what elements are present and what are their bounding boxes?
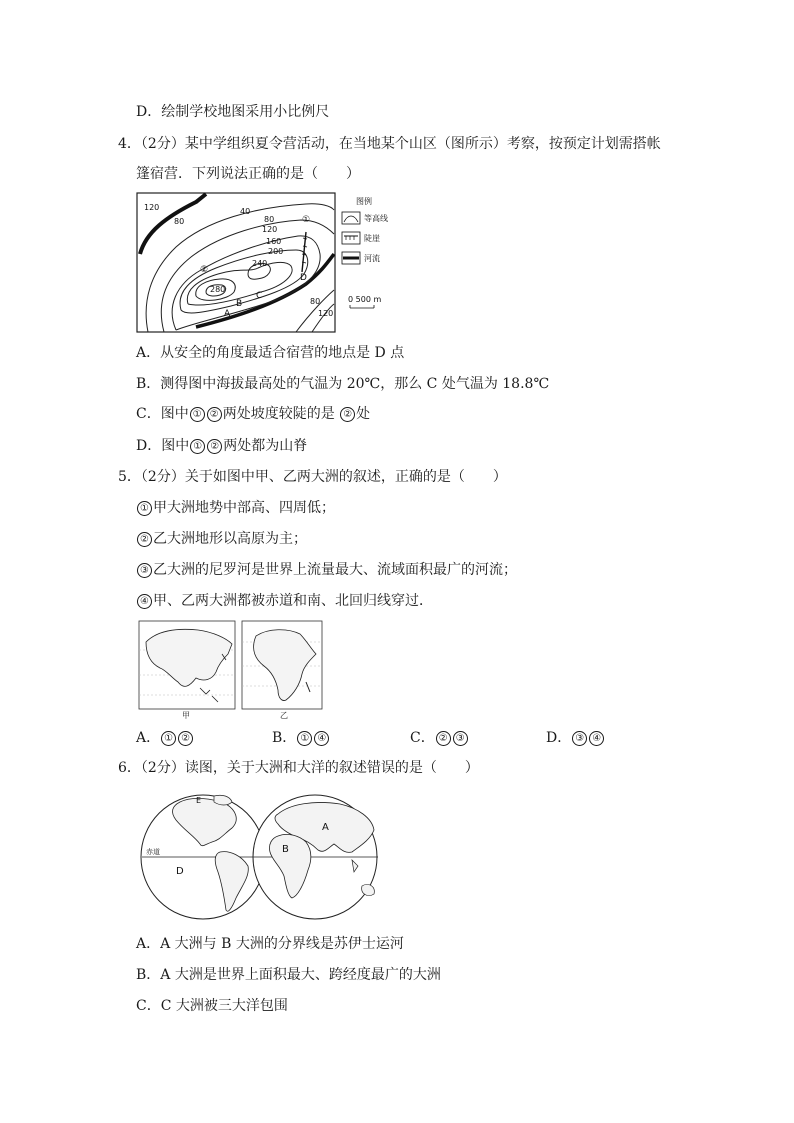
q4-contour-label: 200 [268, 247, 284, 256]
q4-option-d-prefix: D．图中 [136, 438, 190, 454]
q6-label-e: E [196, 796, 202, 805]
q5-options-row [136, 728, 656, 748]
q4-contour-label: 40 [240, 207, 251, 216]
q6-label-a: A [322, 822, 329, 833]
circled-4: ④ [137, 594, 152, 609]
q5-option-b [272, 728, 330, 748]
q4-contour-label: 80 [174, 217, 185, 226]
q4-option-c-middle: 两处坡度较陡的是 [222, 406, 335, 422]
q6-option-b: B．A 大洲是世界上面积最大、跨经度最广的大洲 [136, 967, 441, 983]
q4-option-d-suffix: 两处都为山脊 [223, 438, 308, 454]
q4-legend-cliff: 陡崖 [364, 234, 380, 243]
circled-3: ③ [572, 731, 587, 746]
circled-2: ② [207, 407, 222, 422]
q4-option-c [136, 404, 370, 424]
circled-1: ① [137, 501, 152, 516]
q5-statement-4 [136, 591, 433, 611]
circled-2: ② [340, 407, 355, 422]
statement-text: 乙大洲的尼罗河是世界上流量最大、流域面积最广的河流； [153, 562, 517, 578]
q4-contour-label: 80 [264, 215, 275, 224]
q5-statement-1 [136, 498, 335, 518]
circled-3: ③ [137, 563, 152, 578]
q4-option-c-prefix: C．图中 [136, 406, 189, 422]
statement-text: 甲、乙两大洲都被赤道和南、北回归线穿过． [153, 593, 433, 609]
q5-option-d [546, 728, 605, 748]
option-letter: D． [546, 730, 572, 746]
q4-point-b: B [236, 299, 243, 309]
q5-option-a [136, 728, 194, 748]
q5-stem: 5．（2分）关于如图中甲、乙两大洲的叙述，正确的是（ ） [118, 469, 507, 485]
q4-point-d: D [300, 273, 307, 283]
q4-scale-label: 0 500 m [348, 295, 382, 304]
q5-statement-3 [136, 560, 517, 580]
statement-text: 乙大洲地形以高原为主； [153, 531, 307, 547]
q5-option-c [410, 728, 469, 748]
q3-option-d: D．绘制学校地图采用小比例尺 [136, 104, 330, 120]
circled-1: ① [297, 731, 312, 746]
circled-1: ① [190, 407, 205, 422]
q5-continent-maps [138, 620, 324, 720]
q4-point-1: ① [302, 215, 311, 225]
option-letter: B． [272, 730, 297, 746]
circled-4: ④ [314, 731, 329, 746]
option-letter: C． [410, 730, 435, 746]
q4-point-a: A [224, 309, 231, 319]
circled-1: ① [161, 731, 176, 746]
q4-legend-title: 图例 [356, 197, 372, 206]
q4-option-a: A．从安全的角度最适合宿营的地点是 D 点 [136, 345, 405, 361]
q4-contour-label: 240 [252, 259, 268, 268]
q4-legend-river: 河流 [364, 254, 380, 263]
q4-contour-label: 280 [210, 285, 226, 294]
q4-contour-label: 120 [144, 203, 160, 212]
q4-point-2: ② [200, 265, 209, 275]
q4-legend [342, 196, 388, 308]
circled-2: ② [436, 731, 451, 746]
q4-option-d [136, 436, 307, 456]
q4-option-b: B．测得图中海拔最高处的气温为 20℃，那么 C 处气温为 18.8℃ [136, 376, 550, 392]
q6-world-map [140, 790, 380, 924]
option-letter: A． [136, 730, 161, 746]
q5-label-jia: 甲 [182, 711, 190, 720]
q4-option-c-suffix: 处 [356, 406, 371, 422]
q6-option-c: C．C 大洲被三大洋包围 [136, 998, 288, 1014]
q6-label-b: B [282, 844, 289, 855]
q4-contour-label: 120 [262, 225, 278, 234]
q4-legend-contour: 等高线 [364, 214, 388, 223]
q6-label-d: D [176, 866, 184, 877]
circled-2: ② [207, 439, 222, 454]
q5-statement-2 [136, 529, 307, 549]
q5-label-yi: 乙 [280, 711, 288, 720]
q4-stem-line1: 4．（2分）某中学组织夏令营活动，在当地某个山区（图所示）考察，按预定计划需搭帐 [118, 136, 661, 152]
circled-3: ③ [453, 731, 468, 746]
circled-2: ② [178, 731, 193, 746]
q4-contour-map [136, 192, 426, 334]
circled-2: ② [137, 532, 152, 547]
statement-text: 甲大洲地势中部高、四周低； [153, 500, 335, 516]
q4-contour-label: 160 [266, 237, 282, 246]
q4-stem-line2: 篷宿营．下列说法正确的是（ ） [136, 166, 360, 182]
circled-1: ① [190, 439, 205, 454]
q4-contour-label: 120 [318, 309, 334, 318]
q6-stem: 6．（2分）读图，关于大洲和大洋的叙述错误的是（ ） [118, 760, 479, 776]
q6-option-a: A．A 大洲与 B 大洲的分界线是苏伊士运河 [136, 936, 404, 952]
q4-point-c: C [256, 291, 263, 301]
q6-equator-label: 赤道 [146, 848, 160, 856]
circled-4: ④ [589, 731, 604, 746]
q4-contour-label: 80 [310, 297, 321, 306]
